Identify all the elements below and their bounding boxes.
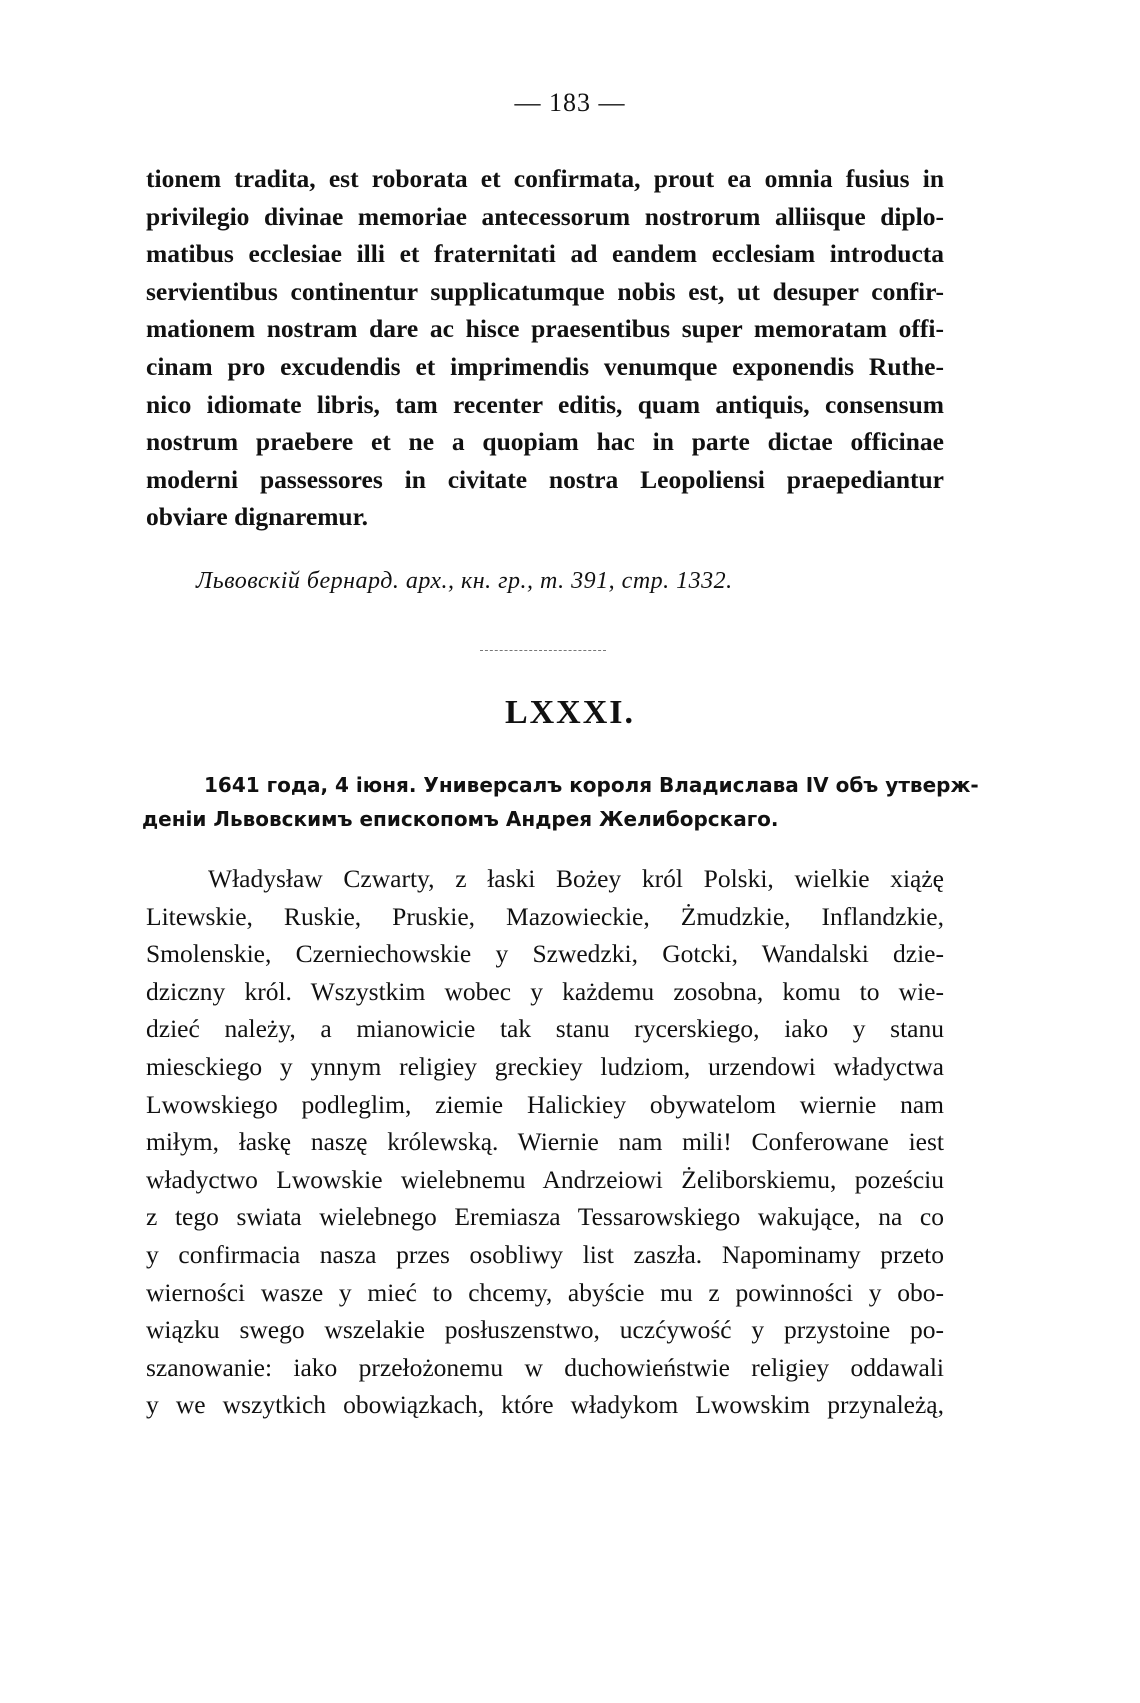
- text-line: y we wszytkich obowiązkach, które władykom Lwowskim przynależą,: [146, 1390, 944, 1420]
- text-line: cinam pro excudendis et imprimendis venumque exponendis Ruthe-: [146, 351, 944, 381]
- text-line: nostrum praebere et ne a quopiam hac in parte dictae officinae: [146, 427, 944, 457]
- document-heading: [142, 768, 979, 836]
- text-line: wiązku swego wszelakie posłuszenstwo, uczćywość y przystoine po-: [146, 1315, 944, 1345]
- text-line: tionem tradita, est roborata et confirmata, prout ea omnia fusius in: [146, 164, 944, 193]
- text-line: Litewskie, Ruskie, Pruskie, Mazowieckie, Żmudzkie, Inflandzkie,: [146, 901, 944, 931]
- text-line: dziczny król. Wszystkim wobec y każdemu zosobna, komu to wie-: [146, 976, 944, 1006]
- text-line: Lwowskiego podleglim, ziemie Halickiey obywatelom wiernie nam: [146, 1089, 944, 1119]
- page-number: — 183 —: [514, 88, 626, 117]
- text-line: nico idiomate libris, tam recenter editis, quam antiquis, consensum: [146, 389, 944, 419]
- archive-source-reference: Львовскій бернард. арх., кн. гр., т. 391, стр. 1332.: [196, 568, 733, 594]
- heading-line: деніи Львовскимъ епископомъ Андрея Желиборскаго.: [142, 807, 779, 831]
- heading-line: 1641 года, 4 іюня. Универсалъ короля Владислава IV объ утверж-: [204, 773, 979, 797]
- text-line: miłym, łaskę naszę królewską. Wiernie nam mili! Conferowane iest: [146, 1127, 944, 1157]
- text-line: Smolenskie, Czerniechowskie y Szwedzki, Gotcki, Wandalski dzie-: [146, 939, 944, 969]
- text-line: Władysław Czwarty, z łaski Bożey król Polski, wielkie xiążę: [208, 864, 944, 893]
- text-line: dzieć należy, a mianowicie tak stanu rycerskiego, iako y stanu: [146, 1014, 944, 1044]
- text-line: z tego swiata wielebnego Eremiasza Tessarowskiego wakujące, na co: [146, 1202, 944, 1232]
- section-divider: [480, 650, 606, 651]
- text-line: servientibus continentur supplicatumque nobis est, ut desuper confir-: [146, 276, 944, 306]
- text-line: moderni passessores in civitate nostra Leopoliensi praepediantur: [146, 464, 944, 494]
- latin-paragraph: [146, 160, 944, 536]
- polish-paragraph: [146, 860, 944, 1424]
- text-line: władyctwo Lwowskie wielebnemu Andrzeiowi Żeliborskiemu, poześciu: [146, 1164, 944, 1194]
- text-line: szanowanie: iako przełożonemu w duchowieństwie religiey oddawali: [146, 1352, 944, 1382]
- text-line: wierności wasze y mieć to chcemy, abyście mu z powinności y obo-: [146, 1277, 944, 1307]
- text-line: privilegio divinae memoriae antecessorum nostrorum alliisque diplo-: [146, 201, 944, 231]
- text-line: mationem nostram dare ac hisce praesentibus super memoratam offi-: [146, 314, 944, 344]
- text-line: miesckiego y ynnym religiey greckiey ludziom, urzendowi władyctwa: [146, 1051, 944, 1081]
- text-line: y confirmacia nasza przes osobliwy list zaszła. Napominamy przeto: [146, 1239, 944, 1269]
- text-line: matibus ecclesiae illi et fraternitati ad eandem ecclesiam introducta: [146, 239, 944, 269]
- text-line: obviare dignaremur.: [146, 502, 368, 532]
- section-numeral: LXXXI.: [504, 694, 636, 731]
